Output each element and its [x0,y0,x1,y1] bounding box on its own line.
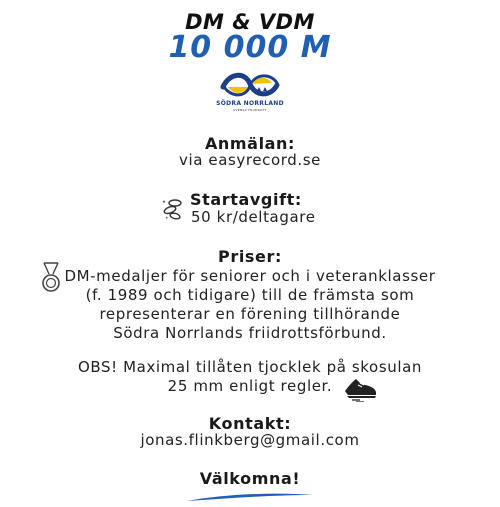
note-line-2: 25 mm enligt regler. [167,377,333,395]
title-line1: DM & VDM [185,10,315,34]
prizes-line-2: (f. 1989 och tidigare) till de främsta som [85,286,415,304]
prizes-line-3: representerar en förening tillhörande [99,305,401,323]
registration-heading: Anmälan: [204,134,296,153]
logo-subtext: SVENSK FRIIDROTT [233,108,267,112]
prizes-line-4: Södra Norrlands friidrottsförbund. [113,324,387,342]
fee-text: 50 kr/deltagare [191,208,316,226]
running-shoe-icon [342,374,378,402]
logo-text: SÖDRA NORRLAND [216,100,284,107]
title-line2: 10 000 M [168,30,332,65]
note-line-1: OBS! Maximal tillåten tjocklek på skosulan [77,358,423,376]
contact-email[interactable]: jonas.flinkberg@gmail.com [140,431,360,449]
closing-text: Välkomna! [199,469,301,488]
sodra-norrland-logo [219,67,281,103]
swoosh-underline [185,488,315,500]
contact-heading: Kontakt: [208,414,292,433]
prizes-line-1: DM-medaljer för seniorer och i veteranklasser [64,267,436,285]
registration-text: via easyrecord.se [178,151,322,169]
prizes-heading: Priser: [218,247,282,266]
fee-heading: Startavgift: [190,190,302,209]
coins-icon [160,196,186,222]
